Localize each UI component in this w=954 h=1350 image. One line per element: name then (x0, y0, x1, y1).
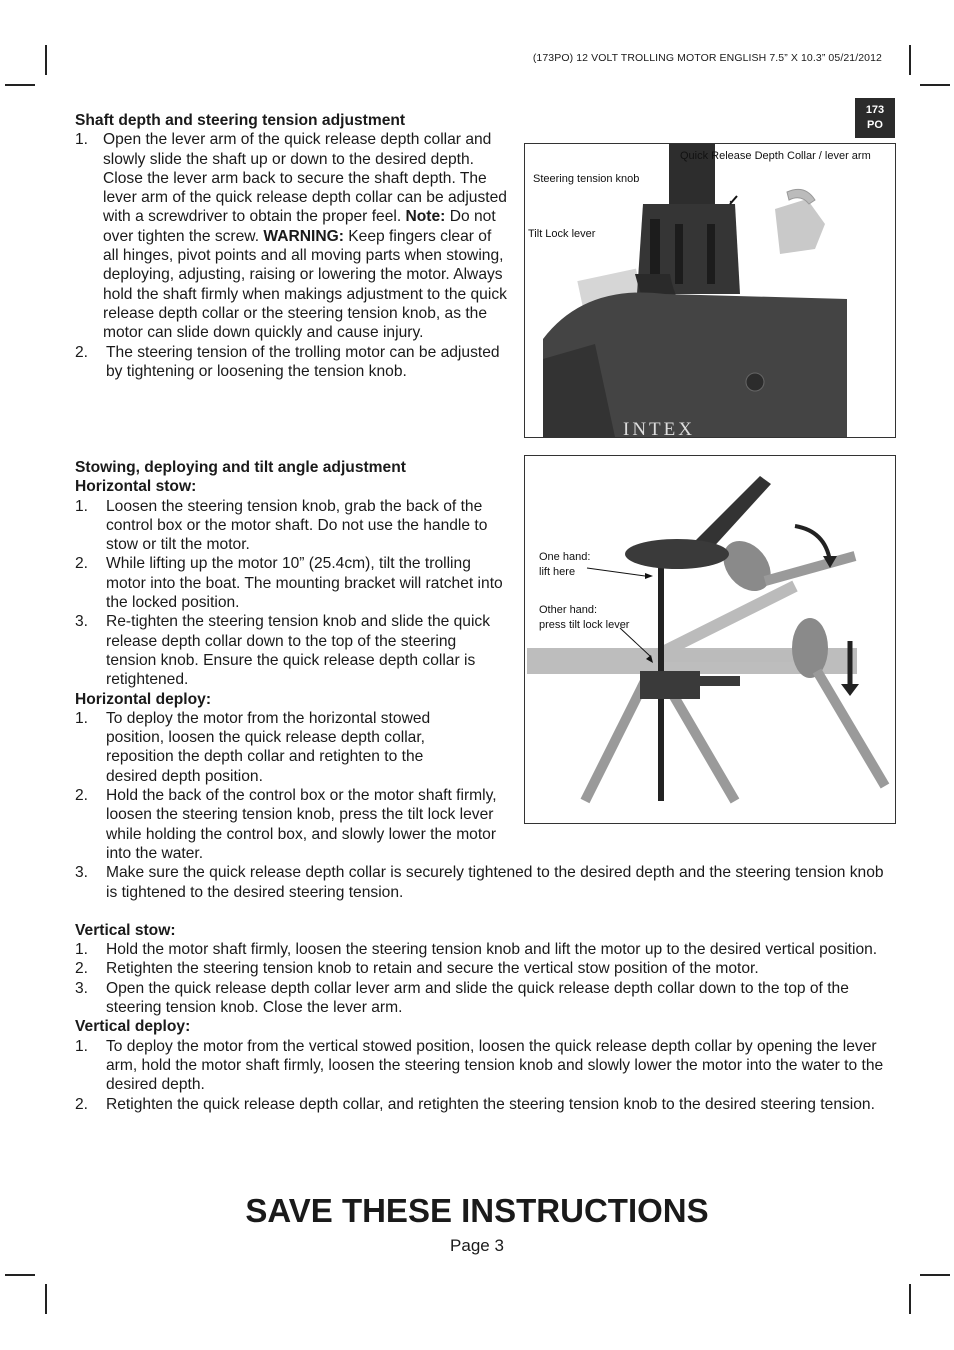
item-text: Open the lever arm of the quick release depth collar and slowly slide the shaft up or down to the desired depth. Close the lever arm back to secure the shaft depth. The lever arm of the quick release depth collar can be adjusted with a screwdriver to obtain the proper feel. (103, 131, 507, 226)
subsection-title: Vertical deploy: (75, 1018, 191, 1036)
item-text: The steering tension of the trolling motor can be adjusted by tightening or loosening the tension knob. (106, 343, 500, 380)
item-text: Make sure the quick release depth collar is securely tightened to the desired depth and the steering tension knob is tightened to the desired steering tension. (106, 864, 884, 901)
subsection-title: Horizontal stow: (75, 478, 197, 496)
warning-text: Keep fingers clear of all hinges, pivot points and all moving parts when stowing, deploying, adjusting, raising or lowering the motor. Always hold the shaft firmly when makings adjustment to the quick release depth collar or the steering tension knob, as the motor can slide down quickly and cause injury. (103, 227, 507, 342)
item-number: 2. (75, 555, 89, 573)
item-text: Open the quick release depth collar lever arm and slide the quick release depth collar down to the top of the steering tension knob. Close the lever arm. (106, 979, 849, 1017)
section-title: Stowing, deploying and tilt angle adjustment (75, 459, 406, 476)
note-text: Do not over tighten the screw. (103, 208, 496, 245)
item-number: 2. (75, 1095, 89, 1113)
label-one-hand-line2: lift here (539, 566, 576, 578)
label-one-hand (539, 550, 590, 580)
item-number: 1. (75, 131, 89, 149)
list-item (75, 863, 887, 902)
label-one-hand-line1: One hand: (539, 551, 591, 563)
list-item (75, 497, 511, 555)
figure-depth-collar-illustration (525, 144, 895, 437)
item-text: While lifting up the motor 10” (25.4cm), tilt the trolling motor into the boat. The mounting bracket will ratchet into the locked position. (106, 555, 503, 612)
section-title: Shaft depth and steering tension adjustment (75, 112, 406, 129)
crop-mark (920, 84, 950, 86)
subsection-title: Vertical stow: (75, 921, 176, 939)
item-number: 2. (75, 343, 89, 361)
item-text: To deploy the motor from the horizontal stowed position, loosen the quick release depth collar, reposition the depth collar and retighten to the desired depth position. (106, 709, 431, 785)
item-number: 1. (75, 709, 89, 727)
instruction-list (75, 130, 511, 381)
label-other-hand-line2: press tilt lock lever (539, 619, 630, 631)
item-text: Re-tighten the steering tension knob and slide the quick release depth collar down to the top of the steering tension knob. Ensure the quick release depth collar is retightened. (106, 613, 491, 689)
item-number: 3. (75, 613, 89, 631)
list-item (75, 1037, 887, 1095)
list-item (75, 940, 887, 959)
list-item (75, 130, 511, 342)
save-instructions-heading: SAVE THESE INSTRUCTIONS (245, 1192, 709, 1229)
item-number: 1. (75, 941, 89, 959)
label-other-hand (539, 603, 629, 633)
item-number: 2. (75, 960, 89, 978)
label-other-hand-line1: Other hand: (539, 604, 598, 616)
instruction-list (75, 497, 511, 690)
model-code-badge (855, 98, 895, 138)
list-item (75, 1095, 887, 1114)
instruction-list (75, 1037, 887, 1114)
crop-mark (45, 1284, 47, 1314)
item-text: Hold the motor shaft firmly, loosen the steering tension knob and lift the motor up to the desired vertical position. (106, 941, 878, 959)
label-steering-tension-knob: Steering tension knob (533, 173, 640, 185)
print-meta: (173PO) 12 VOLT TROLLING MOTOR ENGLISH 7.5” X 10.3” 05/21/2012 (532, 52, 882, 64)
figure-tilt-positions (524, 455, 896, 824)
label-tilt-lock-lever: Tilt Lock lever (528, 228, 596, 240)
page-number: Page 3 (450, 1236, 504, 1255)
item-number: 3. (75, 979, 89, 997)
item-number: 1. (75, 497, 89, 515)
list-item (75, 612, 491, 689)
section-shaft-depth (75, 111, 511, 381)
crop-mark (5, 1274, 35, 1276)
item-text: To deploy the motor from the vertical stowed position, loosen the quick release depth collar by opening the lever arm, hold the motor shaft firmly, loosen the steering tension knob and slowly lower the motor into the water to the desired depth. (106, 1037, 884, 1094)
list-item (75, 979, 887, 1018)
instruction-list (75, 940, 887, 1017)
model-code-number: 173 (865, 104, 885, 116)
list-item (75, 554, 511, 612)
item-text: Retighten the steering tension knob to retain and secure the vertical stow position of the motor. (106, 960, 759, 978)
item-number: 2. (75, 787, 89, 805)
item-text: Loosen the steering tension knob, grab the back of the control box or the motor shaft. Do not use the handle to stow or tilt the motor. (106, 497, 488, 554)
figure-depth-collar (524, 143, 896, 438)
label-quick-release-collar: Quick Release Depth Collar / lever arm (680, 150, 871, 162)
crop-mark (5, 84, 35, 86)
subsection-title: Horizontal deploy: (75, 690, 212, 708)
list-item (75, 786, 511, 863)
item-number: 3. (75, 864, 89, 882)
list-item (75, 959, 887, 978)
list-item (75, 709, 466, 786)
crop-mark (909, 1284, 911, 1314)
item-text: Hold the back of the control box or the motor shaft firmly, loosen the steering tension knob, press the tilt lock lever while holding the control box, and slowly lower the motor into the water. (106, 787, 497, 862)
brand-logo-text: INTEX (623, 419, 695, 438)
crop-mark (909, 45, 911, 75)
warning-label: WARNING: (263, 227, 344, 245)
figure-tilt-illustration (525, 456, 895, 823)
note-label: Note: (405, 208, 446, 226)
list-item (75, 343, 511, 382)
crop-mark (45, 45, 47, 75)
model-code-suffix: PO (867, 119, 883, 131)
crop-mark (920, 1274, 950, 1276)
item-text: Retighten the quick release depth collar, and retighten the steering tension knob to the desired steering tension. (106, 1095, 875, 1113)
item-number: 1. (75, 1037, 89, 1055)
